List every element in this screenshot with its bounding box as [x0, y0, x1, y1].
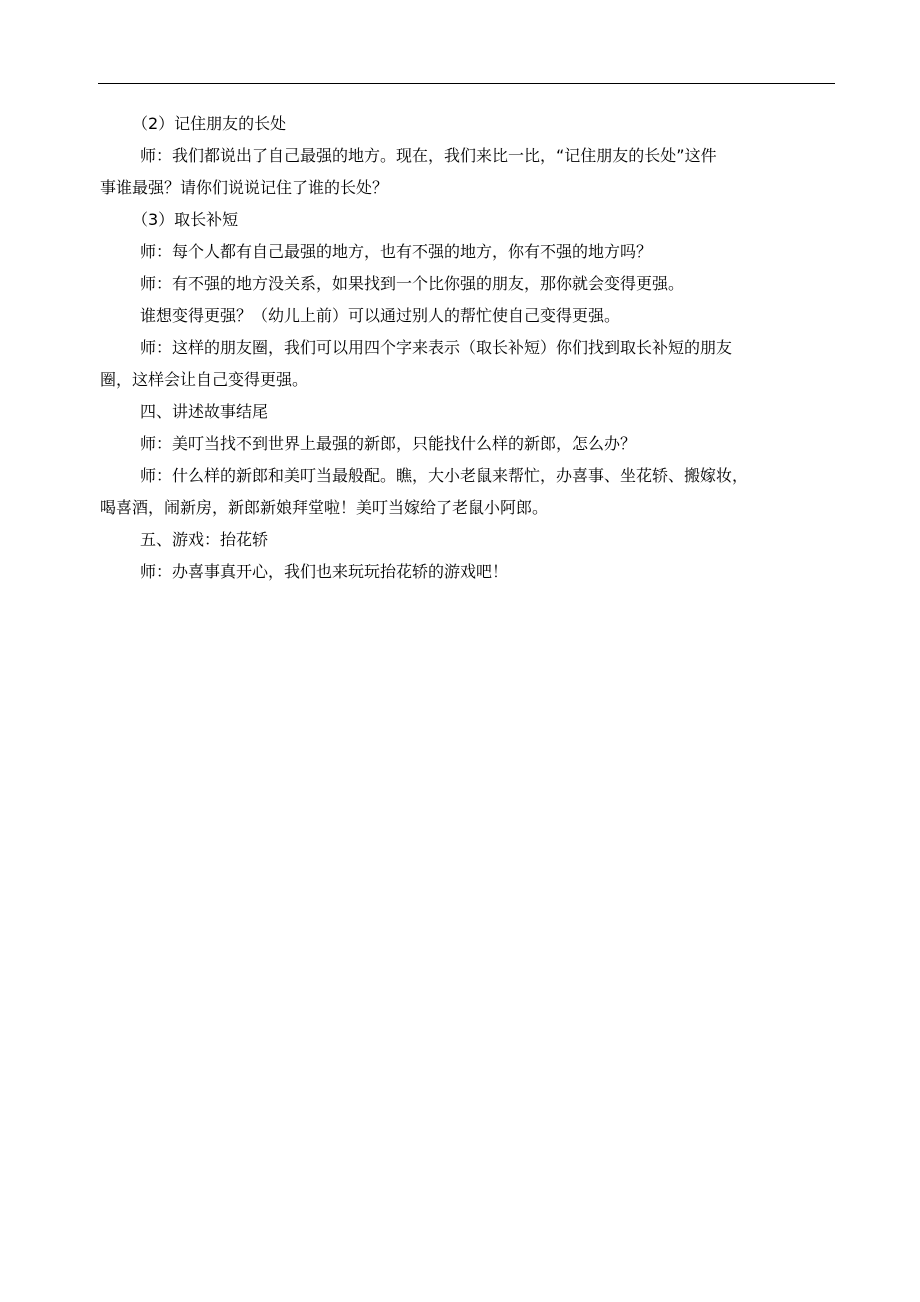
paragraph-line: 师：什么样的新郎和美叮当最般配。瞧，大小老鼠来帮忙，办喜事、坐花轿、搬嫁妆，	[140, 466, 749, 485]
paragraph: 师：每个人都有自己最强的地方，也有不强的地方，你有不强的地方吗？	[140, 242, 653, 261]
paragraph-line: 师：这样的朋友圈，我们可以用四个字来表示（取长补短）你们找到取长补短的朋友	[140, 338, 733, 357]
subheading-remember-friends-strengths: （2）记住朋友的长处	[132, 114, 287, 133]
document-body	[100, 108, 840, 588]
section-heading-story-ending: 四、讲述故事结尾	[140, 402, 269, 421]
paragraph: 谁想变得更强？（幼儿上前）可以通过别人的帮忙使自己变得更强。	[140, 306, 621, 325]
paragraph: 师：美叮当找不到世界上最强的新郎，只能找什么样的新郎，怎么办？	[140, 434, 637, 453]
paragraph	[100, 332, 840, 396]
paragraph	[100, 140, 840, 204]
subheading-learn-from-others: （3）取长补短	[132, 210, 239, 229]
paragraph-line: 圈，这样会让自己变得更强。	[100, 370, 309, 389]
paragraph: 师：办喜事真开心，我们也来玩玩抬花轿的游戏吧！	[140, 562, 509, 581]
paragraph	[100, 460, 840, 524]
paragraph-line: 师：我们都说出了自己最强的地方。现在，我们来比一比，“记住朋友的长处”这件	[140, 146, 717, 165]
section-heading-game: 五、游戏：抬花轿	[140, 530, 269, 549]
paragraph-line: 事谁最强？请你们说说记住了谁的长处？	[100, 178, 389, 197]
paragraph-line: 喝喜酒，闹新房，新郎新娘拜堂啦！美叮当嫁给了老鼠小阿郎。	[100, 498, 549, 517]
header-rule	[98, 83, 835, 84]
paragraph: 师：有不强的地方没关系，如果找到一个比你强的朋友，那你就会变得更强。	[140, 274, 685, 293]
